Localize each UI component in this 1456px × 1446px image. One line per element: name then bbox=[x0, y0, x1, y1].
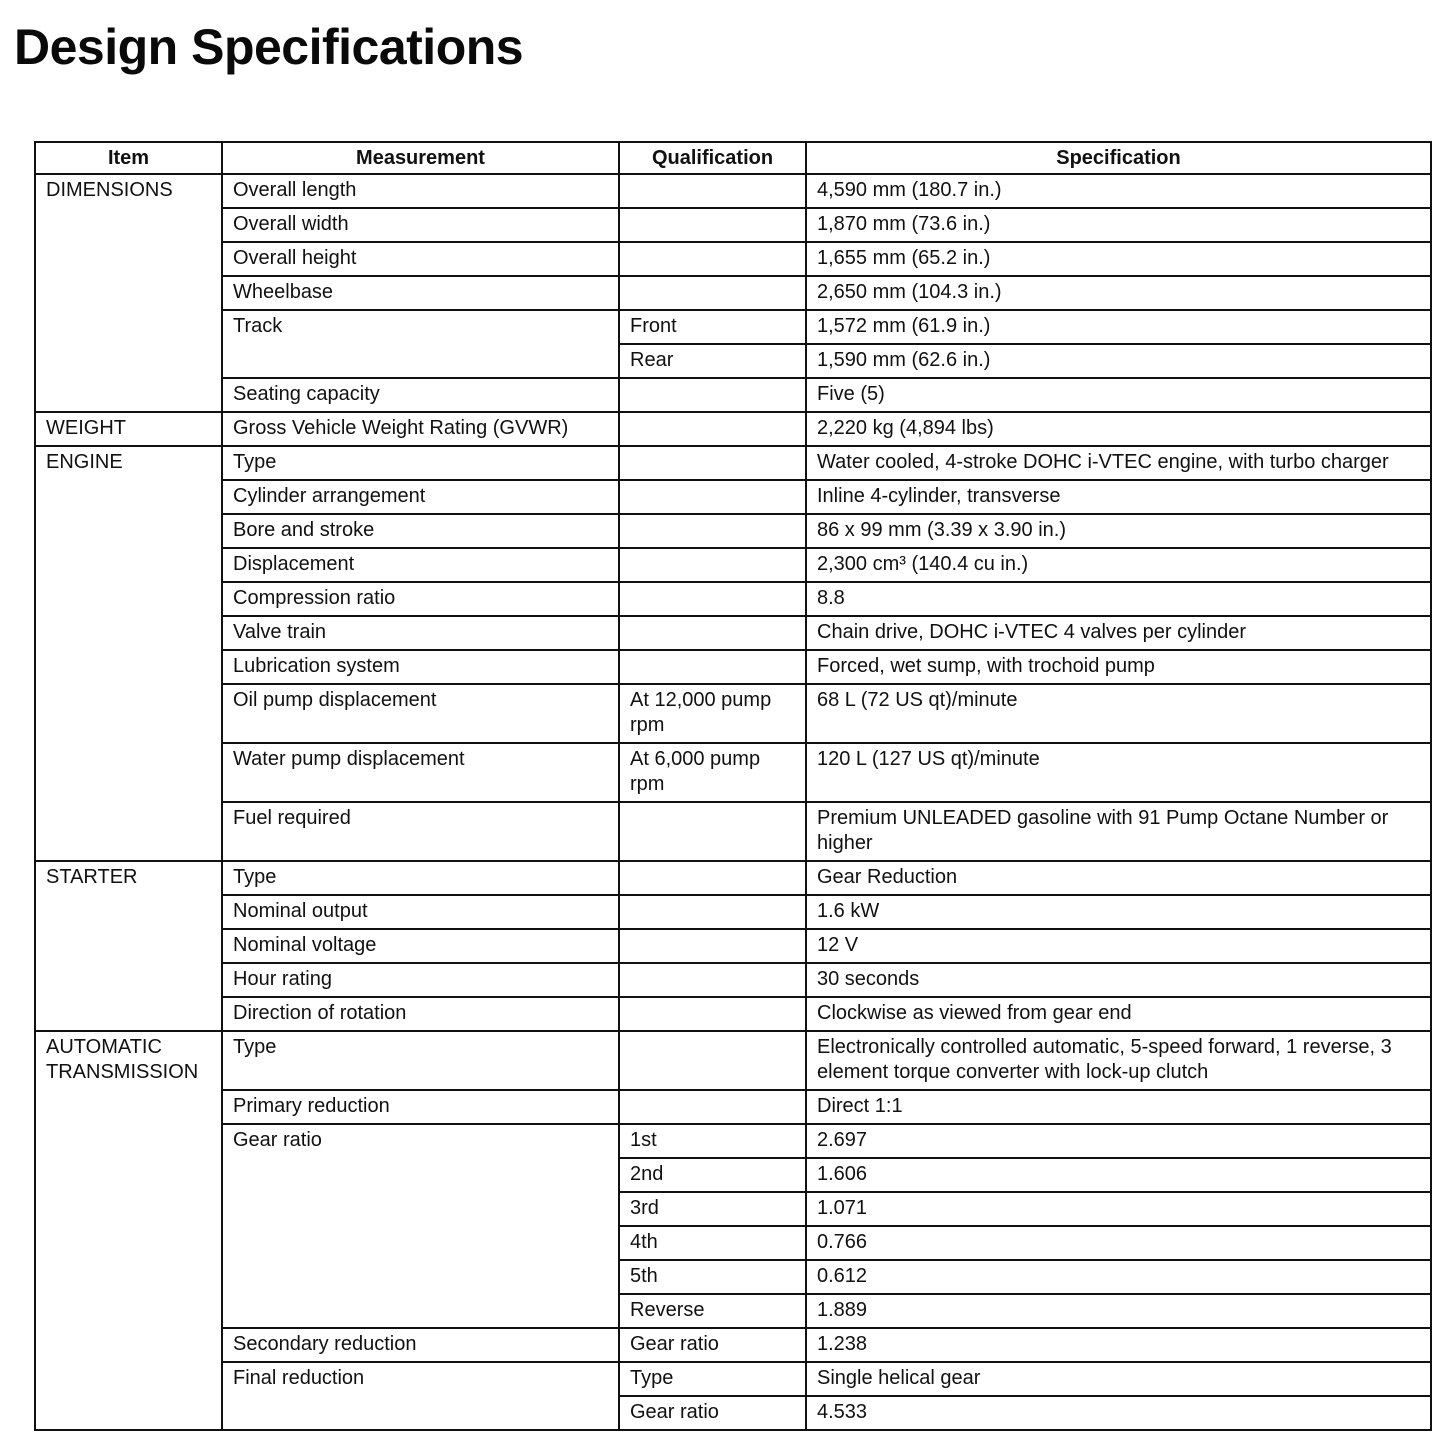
measurement-cell: Hour rating bbox=[222, 963, 619, 997]
measurement-cell: Gear ratio bbox=[222, 1124, 619, 1328]
header-measurement: Measurement bbox=[222, 142, 619, 174]
measurement-cell: Nominal voltage bbox=[222, 929, 619, 963]
specification-cell: 1.606 bbox=[806, 1158, 1431, 1192]
specification-cell: 120 L (127 US qt)/minute bbox=[806, 743, 1431, 802]
specification-cell: Forced, wet sump, with trochoid pump bbox=[806, 650, 1431, 684]
table-row bbox=[35, 861, 1431, 895]
table-row bbox=[35, 310, 1431, 344]
qualification-cell bbox=[619, 174, 806, 208]
table-row bbox=[35, 514, 1431, 548]
specification-cell: Five (5) bbox=[806, 378, 1431, 412]
qualification-cell bbox=[619, 997, 806, 1031]
measurement-cell: Fuel required bbox=[222, 802, 619, 861]
specification-cell: Chain drive, DOHC i-VTEC 4 valves per cylinder bbox=[806, 616, 1431, 650]
table-row bbox=[35, 997, 1431, 1031]
specification-cell: 4.533 bbox=[806, 1396, 1431, 1430]
qualification-cell bbox=[619, 1031, 806, 1090]
measurement-cell: Seating capacity bbox=[222, 378, 619, 412]
table-row bbox=[35, 1124, 1431, 1158]
header-qualification: Qualification bbox=[619, 142, 806, 174]
specification-cell: 4,590 mm (180.7 in.) bbox=[806, 174, 1431, 208]
qualification-cell bbox=[619, 446, 806, 480]
table-row bbox=[35, 650, 1431, 684]
table-row bbox=[35, 412, 1431, 446]
table-row bbox=[35, 743, 1431, 802]
specification-cell: Inline 4-cylinder, transverse bbox=[806, 480, 1431, 514]
qualification-cell: Type bbox=[619, 1362, 806, 1396]
table-row bbox=[35, 378, 1431, 412]
qualification-cell bbox=[619, 802, 806, 861]
measurement-cell: Compression ratio bbox=[222, 582, 619, 616]
item-cell: WEIGHT bbox=[35, 412, 222, 446]
qualification-cell bbox=[619, 929, 806, 963]
qualification-cell: 4th bbox=[619, 1226, 806, 1260]
table-row bbox=[35, 1362, 1431, 1396]
measurement-cell: Type bbox=[222, 446, 619, 480]
qualification-cell bbox=[619, 242, 806, 276]
table-row bbox=[35, 548, 1431, 582]
qualification-cell bbox=[619, 514, 806, 548]
specification-cell: Premium UNLEADED gasoline with 91 Pump Octane Number or higher bbox=[806, 802, 1431, 861]
qualification-cell: Gear ratio bbox=[619, 1328, 806, 1362]
measurement-cell: Overall width bbox=[222, 208, 619, 242]
qualification-cell: 2nd bbox=[619, 1158, 806, 1192]
measurement-cell: Direction of rotation bbox=[222, 997, 619, 1031]
header-specification: Specification bbox=[806, 142, 1431, 174]
measurement-cell: Type bbox=[222, 1031, 619, 1090]
measurement-cell: Bore and stroke bbox=[222, 514, 619, 548]
qualification-cell: Gear ratio bbox=[619, 1396, 806, 1430]
measurement-cell: Nominal output bbox=[222, 895, 619, 929]
header-item: Item bbox=[35, 142, 222, 174]
specification-cell: 1,870 mm (73.6 in.) bbox=[806, 208, 1431, 242]
qualification-cell bbox=[619, 412, 806, 446]
specifications-table bbox=[34, 141, 1432, 1431]
table-row bbox=[35, 446, 1431, 480]
qualification-cell: At 12,000 pump rpm bbox=[619, 684, 806, 743]
specification-cell: 1,572 mm (61.9 in.) bbox=[806, 310, 1431, 344]
measurement-cell: Overall height bbox=[222, 242, 619, 276]
qualification-cell bbox=[619, 208, 806, 242]
table-row bbox=[35, 895, 1431, 929]
measurement-cell: Cylinder arrangement bbox=[222, 480, 619, 514]
table-row bbox=[35, 616, 1431, 650]
measurement-cell: Final reduction bbox=[222, 1362, 619, 1430]
specification-cell: 1.889 bbox=[806, 1294, 1431, 1328]
table-row bbox=[35, 684, 1431, 743]
qualification-cell bbox=[619, 616, 806, 650]
qualification-cell: 1st bbox=[619, 1124, 806, 1158]
specification-cell: 86 x 99 mm (3.39 x 3.90 in.) bbox=[806, 514, 1431, 548]
specification-cell: 1.6 kW bbox=[806, 895, 1431, 929]
table-row bbox=[35, 802, 1431, 861]
qualification-cell bbox=[619, 548, 806, 582]
measurement-cell: Primary reduction bbox=[222, 1090, 619, 1124]
qualification-cell bbox=[619, 861, 806, 895]
table-row bbox=[35, 1328, 1431, 1362]
header-row bbox=[35, 142, 1431, 174]
item-cell: DIMENSIONS bbox=[35, 174, 222, 412]
qualification-cell: Front bbox=[619, 310, 806, 344]
specification-cell: 12 V bbox=[806, 929, 1431, 963]
specification-cell: Water cooled, 4-stroke DOHC i-VTEC engine, with turbo charger bbox=[806, 446, 1431, 480]
specification-cell: 2,300 cm³ (140.4 cu in.) bbox=[806, 548, 1431, 582]
measurement-cell: Valve train bbox=[222, 616, 619, 650]
measurement-cell: Oil pump displacement bbox=[222, 684, 619, 743]
qualification-cell bbox=[619, 378, 806, 412]
specification-cell: 1.238 bbox=[806, 1328, 1431, 1362]
table-row bbox=[35, 480, 1431, 514]
table-row bbox=[35, 276, 1431, 310]
measurement-cell: Overall length bbox=[222, 174, 619, 208]
table-row bbox=[35, 1031, 1431, 1090]
specification-cell: Direct 1:1 bbox=[806, 1090, 1431, 1124]
specification-cell: Gear Reduction bbox=[806, 861, 1431, 895]
table-row bbox=[35, 242, 1431, 276]
measurement-cell: Track bbox=[222, 310, 619, 378]
measurement-cell: Water pump displacement bbox=[222, 743, 619, 802]
qualification-cell: 3rd bbox=[619, 1192, 806, 1226]
specification-cell: 2.697 bbox=[806, 1124, 1431, 1158]
qualification-cell bbox=[619, 1090, 806, 1124]
table-row bbox=[35, 1090, 1431, 1124]
table-row bbox=[35, 582, 1431, 616]
measurement-cell: Wheelbase bbox=[222, 276, 619, 310]
qualification-cell bbox=[619, 582, 806, 616]
table-row bbox=[35, 929, 1431, 963]
item-cell: AUTOMATIC TRANSMISSION bbox=[35, 1031, 222, 1430]
specification-cell: 1.071 bbox=[806, 1192, 1431, 1226]
measurement-cell: Secondary reduction bbox=[222, 1328, 619, 1362]
qualification-cell bbox=[619, 480, 806, 514]
measurement-cell: Displacement bbox=[222, 548, 619, 582]
qualification-cell: Reverse bbox=[619, 1294, 806, 1328]
table-row bbox=[35, 963, 1431, 997]
measurement-cell: Gross Vehicle Weight Rating (GVWR) bbox=[222, 412, 619, 446]
specification-cell: 8.8 bbox=[806, 582, 1431, 616]
table-row bbox=[35, 174, 1431, 208]
item-cell: STARTER bbox=[35, 861, 222, 1031]
qualification-cell bbox=[619, 650, 806, 684]
qualification-cell: 5th bbox=[619, 1260, 806, 1294]
measurement-cell: Type bbox=[222, 861, 619, 895]
specification-cell: 1,590 mm (62.6 in.) bbox=[806, 344, 1431, 378]
specification-cell: Clockwise as viewed from gear end bbox=[806, 997, 1431, 1031]
specification-cell: Single helical gear bbox=[806, 1362, 1431, 1396]
qualification-cell bbox=[619, 963, 806, 997]
specification-cell: Electronically controlled automatic, 5-speed forward, 1 reverse, 3 element torque converter with lock-up clutch bbox=[806, 1031, 1431, 1090]
measurement-cell: Lubrication system bbox=[222, 650, 619, 684]
table-row bbox=[35, 208, 1431, 242]
specification-cell: 2,220 kg (4,894 lbs) bbox=[806, 412, 1431, 446]
page-title: Design Specifications bbox=[14, 19, 524, 75]
specification-cell: 1,655 mm (65.2 in.) bbox=[806, 242, 1431, 276]
qualification-cell: At 6,000 pump rpm bbox=[619, 743, 806, 802]
specification-cell: 2,650 mm (104.3 in.) bbox=[806, 276, 1431, 310]
specification-cell: 68 L (72 US qt)/minute bbox=[806, 684, 1431, 743]
specifications-body bbox=[35, 174, 1431, 1430]
qualification-cell: Rear bbox=[619, 344, 806, 378]
item-cell: ENGINE bbox=[35, 446, 222, 861]
qualification-cell bbox=[619, 895, 806, 929]
specification-cell: 30 seconds bbox=[806, 963, 1431, 997]
qualification-cell bbox=[619, 276, 806, 310]
specification-cell: 0.766 bbox=[806, 1226, 1431, 1260]
specification-cell: 0.612 bbox=[806, 1260, 1431, 1294]
